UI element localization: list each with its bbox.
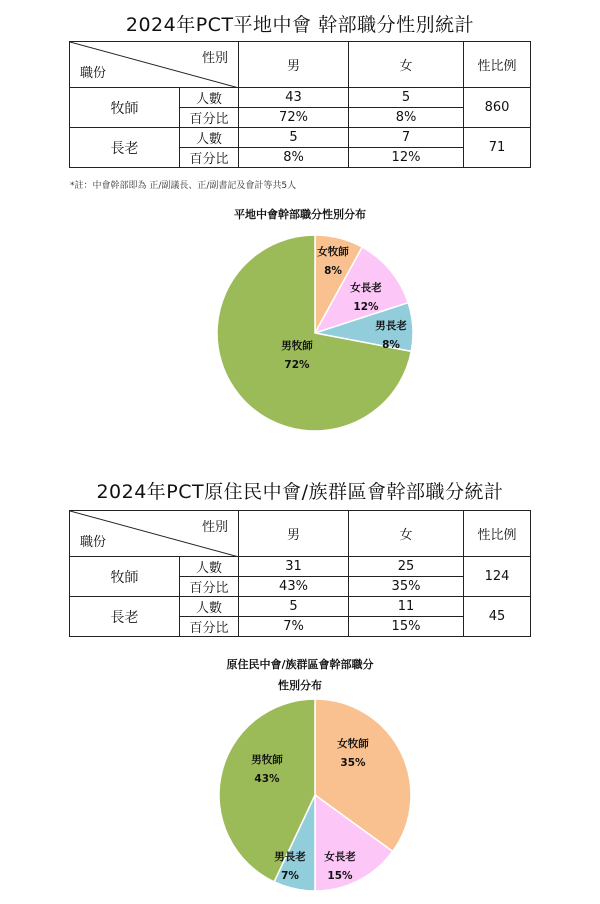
- header-sex: 性別: [201, 520, 228, 535]
- table-corner-header: [70, 511, 239, 557]
- section2-table: [69, 510, 531, 637]
- slice-value-label: 12%: [353, 301, 379, 313]
- cell-ratio: 71: [464, 128, 531, 168]
- header-ratio: 性比例: [464, 511, 531, 557]
- header-female: 女: [349, 42, 464, 88]
- header-female: 女: [349, 511, 464, 557]
- cell-ratio: 124: [464, 557, 531, 597]
- cell-female-pct: 15%: [349, 617, 464, 637]
- slice-value-label: 7%: [281, 870, 299, 882]
- header-sex: 性別: [201, 51, 228, 66]
- row-percent-label: 百分比: [180, 108, 239, 128]
- cell-female-count: 7: [349, 128, 464, 148]
- slice-label: 女長老: [324, 851, 356, 863]
- cell-male-pct: 72%: [239, 108, 349, 128]
- cell-female-pct: 8%: [349, 108, 464, 128]
- cell-male-pct: 8%: [239, 148, 349, 168]
- row-count-label: 人數: [180, 88, 239, 108]
- cell-female-pct: 35%: [349, 577, 464, 597]
- pie-chart-indigenous: [210, 696, 420, 896]
- cell-female-pct: 12%: [349, 148, 464, 168]
- slice-value-label: 8%: [382, 339, 400, 351]
- chart1-title: 平地中會幹部職分性別分布: [234, 208, 366, 221]
- cell-ratio: 45: [464, 597, 531, 637]
- row-count-label: 人數: [180, 557, 239, 577]
- row-category: 長老: [70, 597, 180, 637]
- cell-male-pct: 7%: [239, 617, 349, 637]
- slice-label: 女長老: [350, 282, 382, 294]
- row-count-label: 人數: [180, 128, 239, 148]
- section1-table: [69, 41, 531, 168]
- pie-chart-lowland: [210, 228, 420, 438]
- slice-label: 男長老: [375, 320, 407, 332]
- row-percent-label: 百分比: [180, 617, 239, 637]
- slice-value-label: 15%: [327, 870, 353, 882]
- header-male: 男: [239, 511, 349, 557]
- row-category: 牧師: [70, 88, 180, 128]
- cell-male-count: 5: [239, 597, 349, 617]
- slice-value-label: 72%: [284, 359, 310, 371]
- slice-label: 男長老: [274, 851, 306, 863]
- chart2-title-line2: 性別分布: [278, 679, 322, 692]
- slice-label: 女牧師: [337, 738, 369, 750]
- cell-male-count: 5: [239, 128, 349, 148]
- slice-label: 男牧師: [251, 754, 283, 766]
- section1-title: 2024年PCT平地中會 幹部職分性別統計: [125, 14, 475, 36]
- row-percent-label: 百分比: [180, 577, 239, 597]
- table-corner-header: [70, 42, 239, 88]
- header-role: 職份: [80, 66, 107, 81]
- slice-label: 男牧師: [281, 340, 313, 352]
- row-percent-label: 百分比: [180, 148, 239, 168]
- slice-value-label: 35%: [340, 757, 366, 769]
- cell-male-pct: 43%: [239, 577, 349, 597]
- section2-title: 2024年PCT原住民中會/族群區會幹部職分統計: [96, 481, 504, 503]
- slice-value-label: 43%: [254, 773, 280, 785]
- row-category: 牧師: [70, 557, 180, 597]
- cell-female-count: 25: [349, 557, 464, 577]
- cell-male-count: 31: [239, 557, 349, 577]
- slice-value-label: 8%: [324, 265, 342, 277]
- header-male: 男: [239, 42, 349, 88]
- cell-female-count: 5: [349, 88, 464, 108]
- row-category: 長老: [70, 128, 180, 168]
- cell-male-count: 43: [239, 88, 349, 108]
- chart2-title: 原住民中會/族群區會幹部職分: [226, 658, 374, 671]
- table-footnote: *註：中會幹部即為 正/副議長、正/副書記及會計等共5人: [70, 181, 297, 191]
- cell-female-count: 11: [349, 597, 464, 617]
- slice-label: 女牧師: [317, 246, 349, 258]
- cell-ratio: 860: [464, 88, 531, 128]
- header-role: 職份: [80, 535, 107, 550]
- header-ratio: 性比例: [464, 42, 531, 88]
- row-count-label: 人數: [180, 597, 239, 617]
